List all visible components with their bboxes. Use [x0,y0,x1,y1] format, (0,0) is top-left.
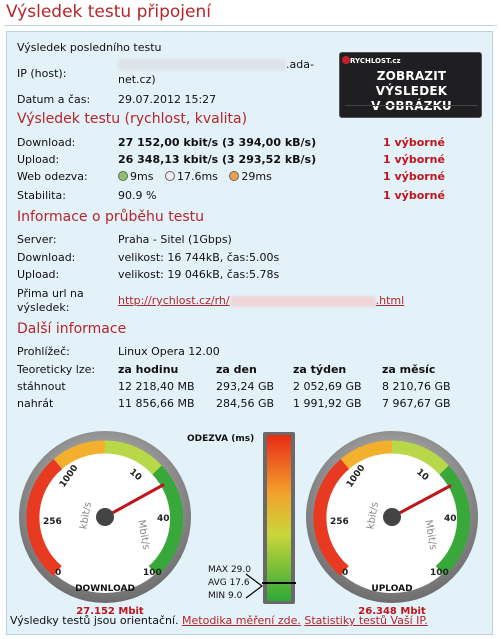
ip-value [118,58,314,71]
url-redacted [230,296,376,307]
stability-value: 90.9 % [118,189,157,202]
brand-logo-icon [342,56,350,64]
ping-avg: 17.6ms [176,170,218,183]
download-unit: kbit/s [78,501,94,531]
download-unit-2: Mbit/s [135,518,152,551]
col-hour: za hodinu [118,363,179,376]
latency-max: MAX 29.0 [208,565,251,575]
upload-day: 284,56 GB [216,397,275,410]
result-url-link[interactable] [118,294,404,307]
upload-tick-40: 40 [444,514,457,524]
progress-upload-label: Upload: [17,268,60,281]
browser-label: Prohlížeč: [17,345,70,358]
download-gauge [17,429,193,605]
download-gauge-value: 27.152 Mbit [76,606,144,617]
latency-min: MIN 9.0 [208,591,243,601]
last-test-heading: Výsledek posledního testu [17,41,162,54]
ip-suffix-line2: net.cz) [118,73,156,86]
upload-value: 26 348,13 kbit/s (3 293,52 kB/s) [118,153,317,166]
upload-week: 1 991,92 GB [293,397,362,410]
more-info-heading: Další informace [17,321,127,337]
download-row-label: stáhnout [17,380,66,393]
upload-unit-2: Mbit/s [422,518,439,551]
progress-download-value: velikost: 16 744kB, čas:5.00s [118,251,280,264]
results-heading: Výsledek testu (rychlost, kvalita) [17,111,248,127]
download-hour: 12 218,40 MB [118,380,195,393]
download-label: Download: [17,136,76,149]
web-latency-rating: 1 výborné [383,170,445,183]
browser-value: Linux Opera 12.00 [118,345,220,358]
date-value: 29.07.2012 15:27 [118,93,217,106]
col-day: za den [216,363,257,376]
latency-avg: AVG 17.6 [208,578,250,588]
col-month: za měsíc [382,363,436,376]
progress-upload-value: velikost: 19 046kB, čas:5.78s [118,268,280,281]
download-month: 8 210,76 GB [382,380,451,393]
upload-label: Upload: [17,153,60,166]
upload-tick-1000: 1000 [344,463,368,490]
clock-icon [165,171,175,181]
web-latency-label: Web odezva: [17,170,88,183]
upload-tick-100: 100 [430,568,449,578]
ip-statistics-link[interactable]: Statistiky testů Vaší IP. [304,614,428,627]
result-url-prefix[interactable]: http://rychlost.cz/rh/ [118,294,230,307]
results-panel [6,31,493,635]
upload-tick-0: 0 [342,568,349,578]
server-value: Praha - Sitel (1Gbps) [118,233,232,246]
badge-cta-line2: V OBRÁZKU [371,99,452,113]
download-tick-100: 100 [143,568,162,578]
col-week: za týden [293,363,347,376]
show-image-result-button[interactable] [339,52,482,118]
download-rating: 1 výborné [383,136,445,149]
footer [10,614,428,627]
badge-divider [345,105,478,113]
download-tick-1000: 1000 [57,463,81,490]
page-title: Výsledek testu připojení [6,2,211,22]
latency-title: ODEZVA (ms) [187,434,255,444]
upload-rating: 1 výborné [383,153,445,166]
download-value: 27 152,00 kbit/s (3 394,00 kB/s) [118,136,317,149]
latency-bar [262,431,296,606]
download-tick-10: 10 [127,467,144,484]
upload-tick-10: 10 [414,467,431,484]
download-week: 2 052,69 GB [293,380,362,393]
upload-gauge-title: UPLOAD [371,584,413,594]
theory-label: Teoreticky lze: [17,363,96,376]
download-tick-0: 0 [55,568,62,578]
badge-brand: RYCHLOST.cz [350,57,401,65]
badge-cta-line1: ZOBRAZIT VÝSLEDEK [375,69,448,98]
stability-label: Stabilita: [17,189,66,202]
result-url-suffix[interactable]: .html [375,294,405,307]
web-latency-values [118,170,272,183]
url-label-line1: Přima url na [17,287,84,300]
ping-max: 29ms [241,170,272,183]
ip-label: IP (host): [17,67,67,80]
upload-tick-256: 256 [330,517,349,527]
upload-month: 7 967,67 GB [382,397,451,410]
title-divider [4,25,497,26]
progress-heading: Informace o průběhu testu [17,209,204,225]
progress-download-label: Download: [17,251,76,264]
download-gauge-title: DOWNLOAD [75,584,135,594]
upload-row-label: nahrát [17,397,54,410]
methodology-link[interactable]: Metodika měření zde. [182,614,301,627]
ip-redacted [118,59,286,71]
upload-unit: kbit/s [365,501,381,531]
fast-clock-icon [118,171,128,181]
ip-suffix: .ada- [286,58,314,71]
stability-rating: 1 výborné [383,189,445,202]
server-label: Server: [17,233,57,246]
upload-hour: 11 856,66 MB [118,397,195,410]
url-label-line2: výsledek: [17,301,70,314]
ping-min: 9ms [130,170,154,183]
slow-clock-icon [229,171,239,181]
download-day: 293,24 GB [216,380,275,393]
upload-gauge-value: 26.348 Mbit [358,606,426,617]
download-tick-40: 40 [157,514,170,524]
upload-gauge [304,429,480,605]
date-label: Datum a čas: [17,93,91,106]
download-tick-256: 256 [43,517,62,527]
footer-note: Výsledky testů jsou orientační. [10,614,179,627]
